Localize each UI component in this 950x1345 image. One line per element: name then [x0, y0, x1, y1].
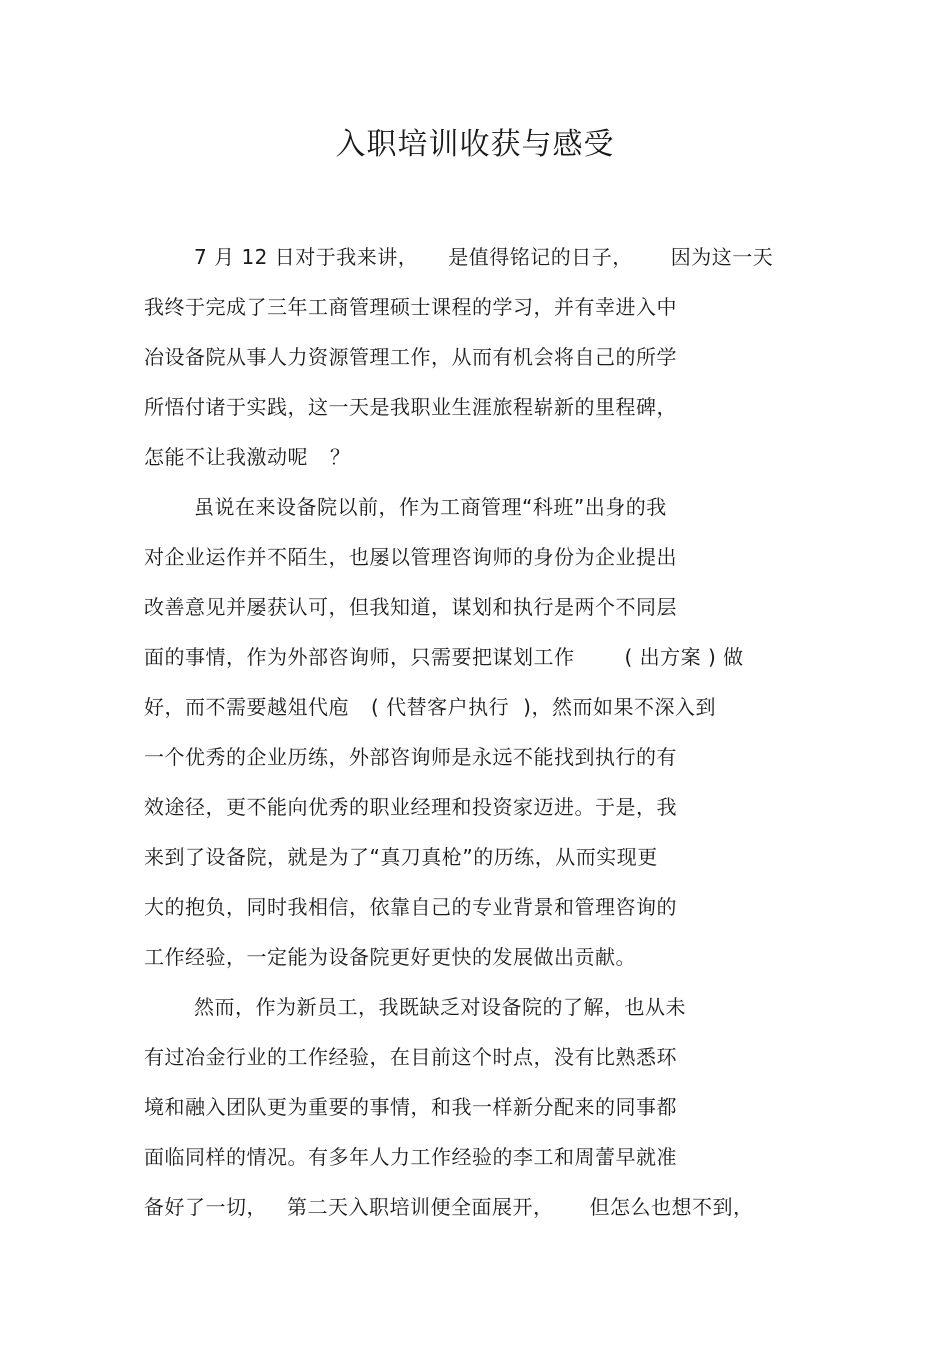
paragraph-3-line-2: 有过冶金行业的工作经验，在目前这个时点，没有比熟悉环 [144, 1045, 677, 1069]
paragraph-2-line-10: 工作经验，一定能为设备院更好更快的发展做出贡献。 [144, 945, 636, 969]
paragraph-2-line-5 [144, 692, 716, 722]
paragraph-2-line-6: 一个优秀的企业历练，外部咨询师是永远不能找到执行的有 [144, 745, 677, 769]
paragraph-2-line-9: 大的抱负，同时我相信，依靠自己的专业背景和管理咨询的 [144, 895, 677, 919]
paragraph-1-line-5 [144, 442, 351, 472]
paragraph-2-line-8: 来到了设备院，就是为了“真刀真枪”的历练，从而实现更 [144, 845, 658, 869]
text-segment: 7 月 12 日对于我来讲， [194, 245, 419, 269]
text-segment: 备好了一切， [144, 1195, 267, 1219]
paragraph-2-line-3: 改善意见并屡获认可，但我知道，谋划和执行是两个不同层 [144, 595, 677, 619]
text-segment: 因为这一天 [670, 245, 774, 269]
paragraph-2-line-4 [144, 642, 744, 672]
paragraph-1-line-3: 冶设备院从事人力资源管理工作，从而有机会将自己的所学 [144, 345, 677, 369]
text-segment: 好，而不需要越俎代庖 [144, 695, 349, 719]
text-segment: 第二天入职培训便全面展开， [287, 1195, 554, 1219]
text-segment: 怎能不让我激动呢 [144, 445, 308, 469]
text-segment: ？ [330, 445, 351, 469]
text-segment: )，然而如果不深入到 [523, 695, 716, 719]
paragraph-3-line-4: 面临同样的情况。有多年人力工作经验的李工和周蕾早就准 [144, 1145, 677, 1169]
paragraph-2-line-2: 对企业运作并不陌生，也屡以管理咨询师的身份为企业提出 [144, 545, 677, 569]
text-segment: 是值得铭记的日子， [448, 245, 633, 269]
text-segment: ( 代替客户执行 [371, 695, 510, 719]
paragraph-2-line-1: 虽说在来设备院以前，作为工商管理“科班”出身的我 [194, 495, 667, 519]
paragraph-3-line-1: 然而，作为新员工，我既缺乏对设备院的了解，也从未 [194, 995, 686, 1019]
text-segment: 但怎么也想不到， [589, 1195, 754, 1219]
document-title: 入职培训收获与感受 [335, 127, 615, 162]
paragraph-1-line-1 [194, 242, 773, 272]
text-segment: ( 出方案 ) 做 [624, 645, 744, 669]
paragraph-2-line-7: 效途径，更不能向优秀的职业经理和投资家迈进。于是，我 [144, 795, 677, 819]
paragraph-1-line-4: 所悟付诸于实践，这一天是我职业生涯旅程崭新的里程碑， [144, 395, 677, 419]
paragraph-1-line-2: 我终于完成了三年工商管理硕士课程的学习，并有幸进入中 [144, 295, 677, 319]
text-segment: 面的事情，作为外部咨询师，只需要把谋划工作 [144, 645, 575, 669]
paragraph-3-line-3: 境和融入团队更为重要的事情，和我一样新分配来的同事都 [144, 1095, 677, 1119]
paragraph-3-line-5 [144, 1192, 754, 1222]
